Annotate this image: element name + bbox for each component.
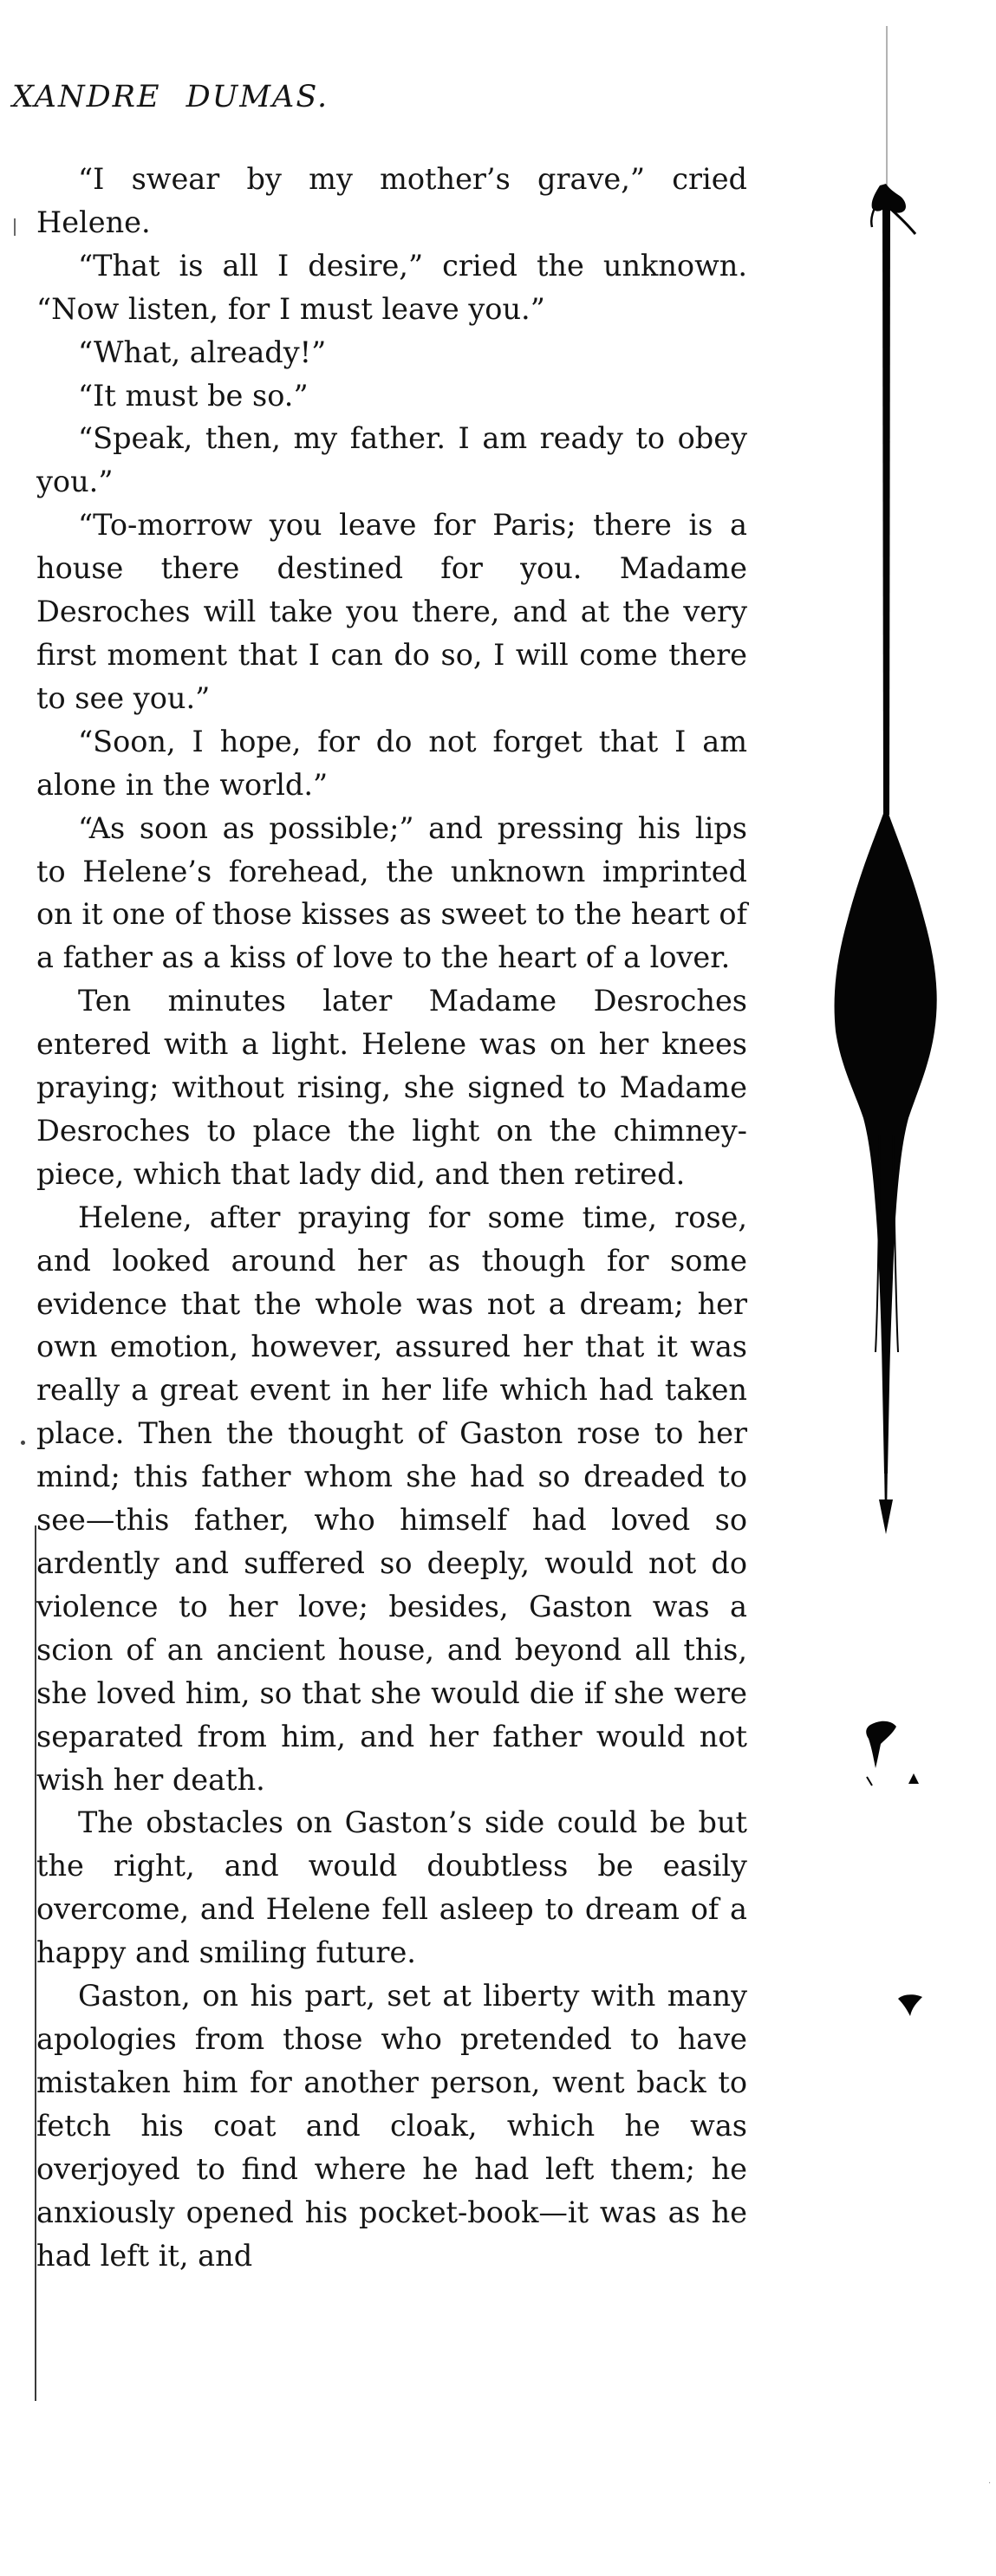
running-header: XANDRE DUMAS. <box>12 80 329 114</box>
paragraph: “That is all I desire,” cried the unknown. “Now listen, for I must leave you.” <box>36 248 747 326</box>
paragraph: “Soon, I hope, for do not forget that I am alone in the world.” <box>36 724 747 802</box>
paragraph: Helene, after praying for some time, rose, and looked around her as though for some evidence that the whole was not a dream; her own emotion, however, assured her that it was really a great event in her life which had taken place. Then the thought of Gaston rose to her mind; this father whom she had so dreaded to see—this father, who himself had loved so ardently and suffered so deeply, would not do violence to her love; besides, Gaston was a scion of an ancient house, and beyond all this, she loved him, so that she would die if she were separated from him, and her father would not wish her death. <box>36 1200 747 1797</box>
paragraph: Gaston, on his part, set at liberty with many apologies from those who pretended to have mistaken him for another person, went back to fetch his coat and cloak, which he was overjoyed to find where he had left them; he anxiously opened his pocket-book—it was as he had left it, and <box>36 1979 747 2273</box>
body-text <box>36 158 747 2277</box>
margin-mark <box>14 218 16 236</box>
paragraph: “As soon as possible;” and pressing his lips to Helene’s forehead, the unknown imprinted on it one of those kisses as sweet to the heart of a father as a kiss of love to the heart of a lover. <box>36 810 747 975</box>
paragraph: “I swear by my mother’s grave,” cried Helene. <box>36 162 747 239</box>
ink-speck <box>21 1441 25 1445</box>
corner-speck: · <box>988 2479 992 2488</box>
paragraph: “To-morrow you leave for Paris; there is a house there destined for you. Madame Desroches will take you there, and at the very first moment that I can do so, I will come there to see you.” <box>36 508 747 715</box>
paragraph: “Speak, then, my father. I am ready to obey you.” <box>36 421 747 499</box>
paragraph: Ten minutes later Madame Desroches entered with a light. Helene was on her knees praying; without rising, she signed to Madame Desroches to place the light on the chimney-piece, which that lady did, and then retired. <box>36 984 747 1191</box>
paragraph: “What, already!” <box>78 335 327 369</box>
bookmark-ribbon-icon <box>832 0 996 2576</box>
paragraph: The obstacles on Gaston’s side could be but the right, and would doubtless be easily overcome, and Helene fell asleep to dream of a happy and smiling future. <box>36 1805 747 1970</box>
paragraph: “It must be so.” <box>78 378 309 413</box>
